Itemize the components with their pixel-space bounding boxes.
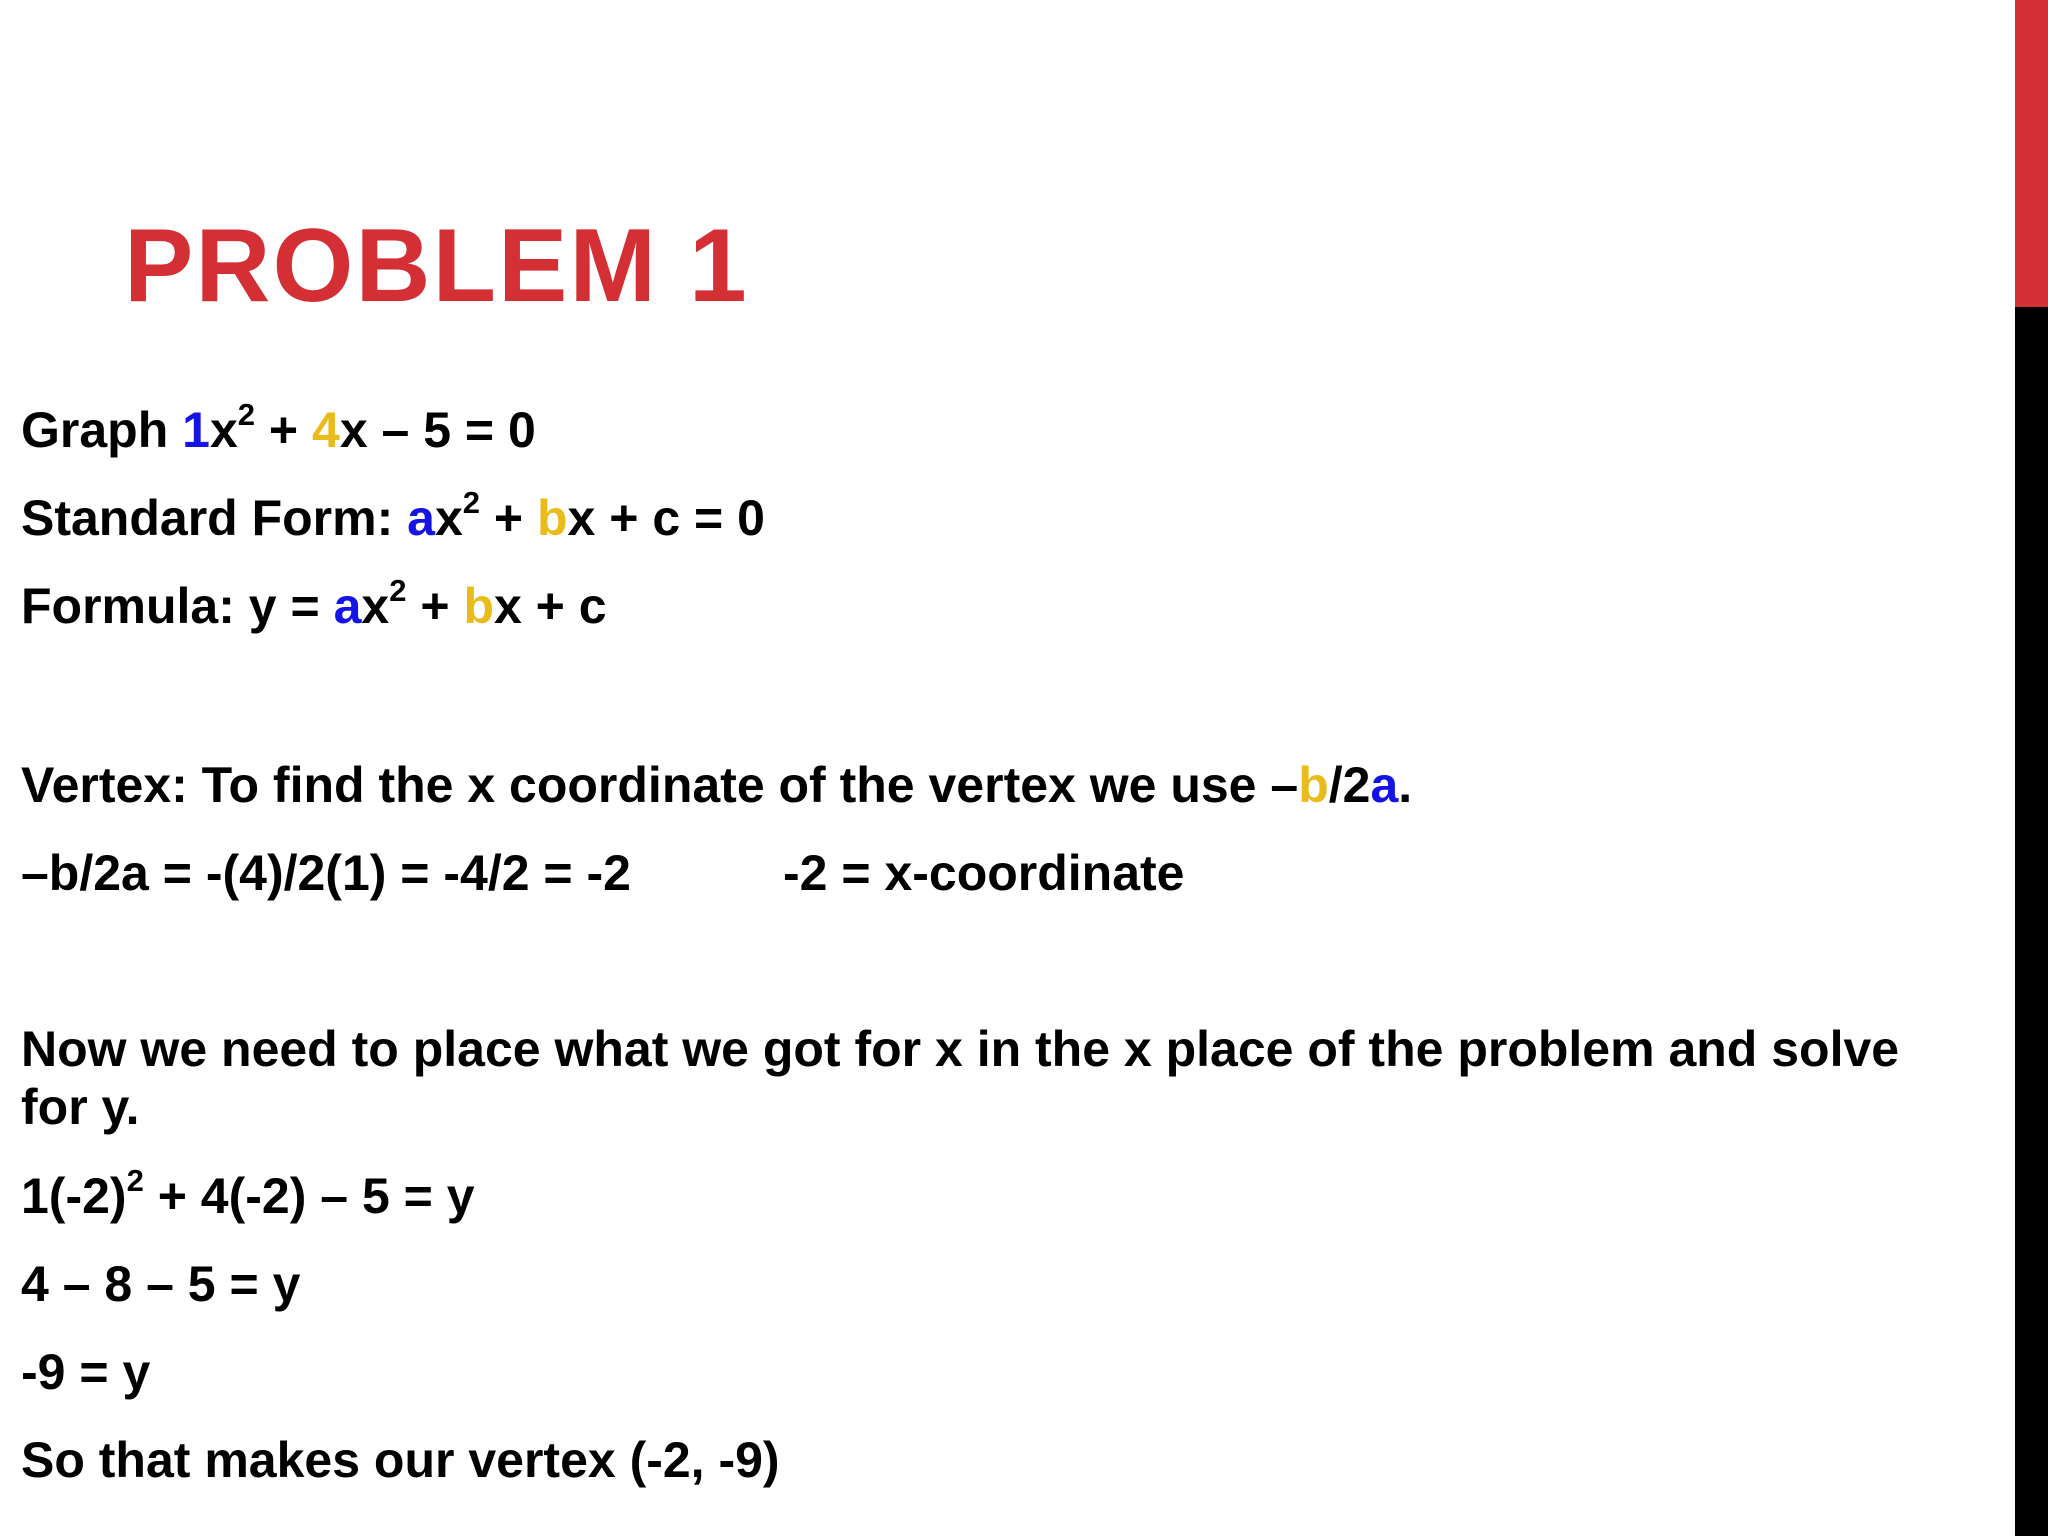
formula-a: a	[333, 578, 362, 634]
standard-form-prefix: Standard Form:	[21, 490, 408, 546]
substitution-exponent: 2	[126, 1163, 144, 1199]
graph-plus: +	[255, 402, 312, 458]
standard-form-line	[21, 485, 765, 547]
accent-bar-black	[2015, 307, 2048, 1536]
y-result-step: -9 = y	[21, 1344, 151, 1400]
formula-line	[21, 573, 607, 635]
vertex-end: .	[1398, 757, 1413, 813]
slide-title: PROBLEM 1	[124, 208, 749, 324]
substitution-part1: 1(-2)	[21, 1168, 127, 1224]
vertex-a: a	[1370, 757, 1399, 813]
formula-prefix: Formula: y =	[21, 578, 334, 634]
vertex-calculation-line	[21, 844, 1185, 902]
formula-b: b	[463, 578, 494, 634]
coefficient-b-value: 4	[312, 402, 340, 458]
formula-plus: +	[406, 578, 464, 634]
standard-form-exponent: 2	[462, 485, 481, 521]
x-coordinate-result: -2 = x-coordinate	[783, 845, 1185, 901]
vertex-mid: /2	[1328, 757, 1371, 813]
vertex-b: b	[1298, 757, 1329, 813]
vertex-explanation-line	[21, 756, 1412, 814]
instruction-text: Now we need to place what we got for x in the x place of the problem and solve for y.	[21, 1021, 1900, 1135]
formula-exponent: 2	[389, 573, 407, 609]
coefficient-a-value: 1	[182, 402, 210, 458]
standard-form-b: b	[537, 490, 568, 546]
graph-exponent: 2	[237, 397, 256, 433]
standard-form-x: x	[434, 490, 463, 546]
accent-bar-red	[2015, 0, 2048, 307]
vertex-conclusion: So that makes our vertex (-2, -9)	[21, 1432, 780, 1488]
graph-rest: x – 5 = 0	[339, 402, 536, 458]
formula-x: x	[361, 578, 390, 634]
vertex-prefix: Vertex: To find the x coordinate of the vertex we use –	[21, 757, 1299, 813]
standard-form-plus: +	[480, 490, 537, 546]
standard-form-a: a	[407, 490, 435, 546]
formula-rest: x + c	[493, 578, 607, 634]
simplification-step: 4 – 8 – 5 = y	[21, 1256, 301, 1312]
vertex-calculation: –b/2a = -(4)/2(1) = -4/2 = -2	[21, 845, 631, 901]
graph-equation-line	[21, 397, 536, 459]
substitution-part2: + 4(-2) – 5 = y	[143, 1168, 475, 1224]
substitution-line	[21, 1163, 475, 1225]
graph-prefix: Graph	[21, 402, 183, 458]
standard-form-rest: x + c = 0	[567, 490, 765, 546]
graph-x: x	[209, 402, 238, 458]
